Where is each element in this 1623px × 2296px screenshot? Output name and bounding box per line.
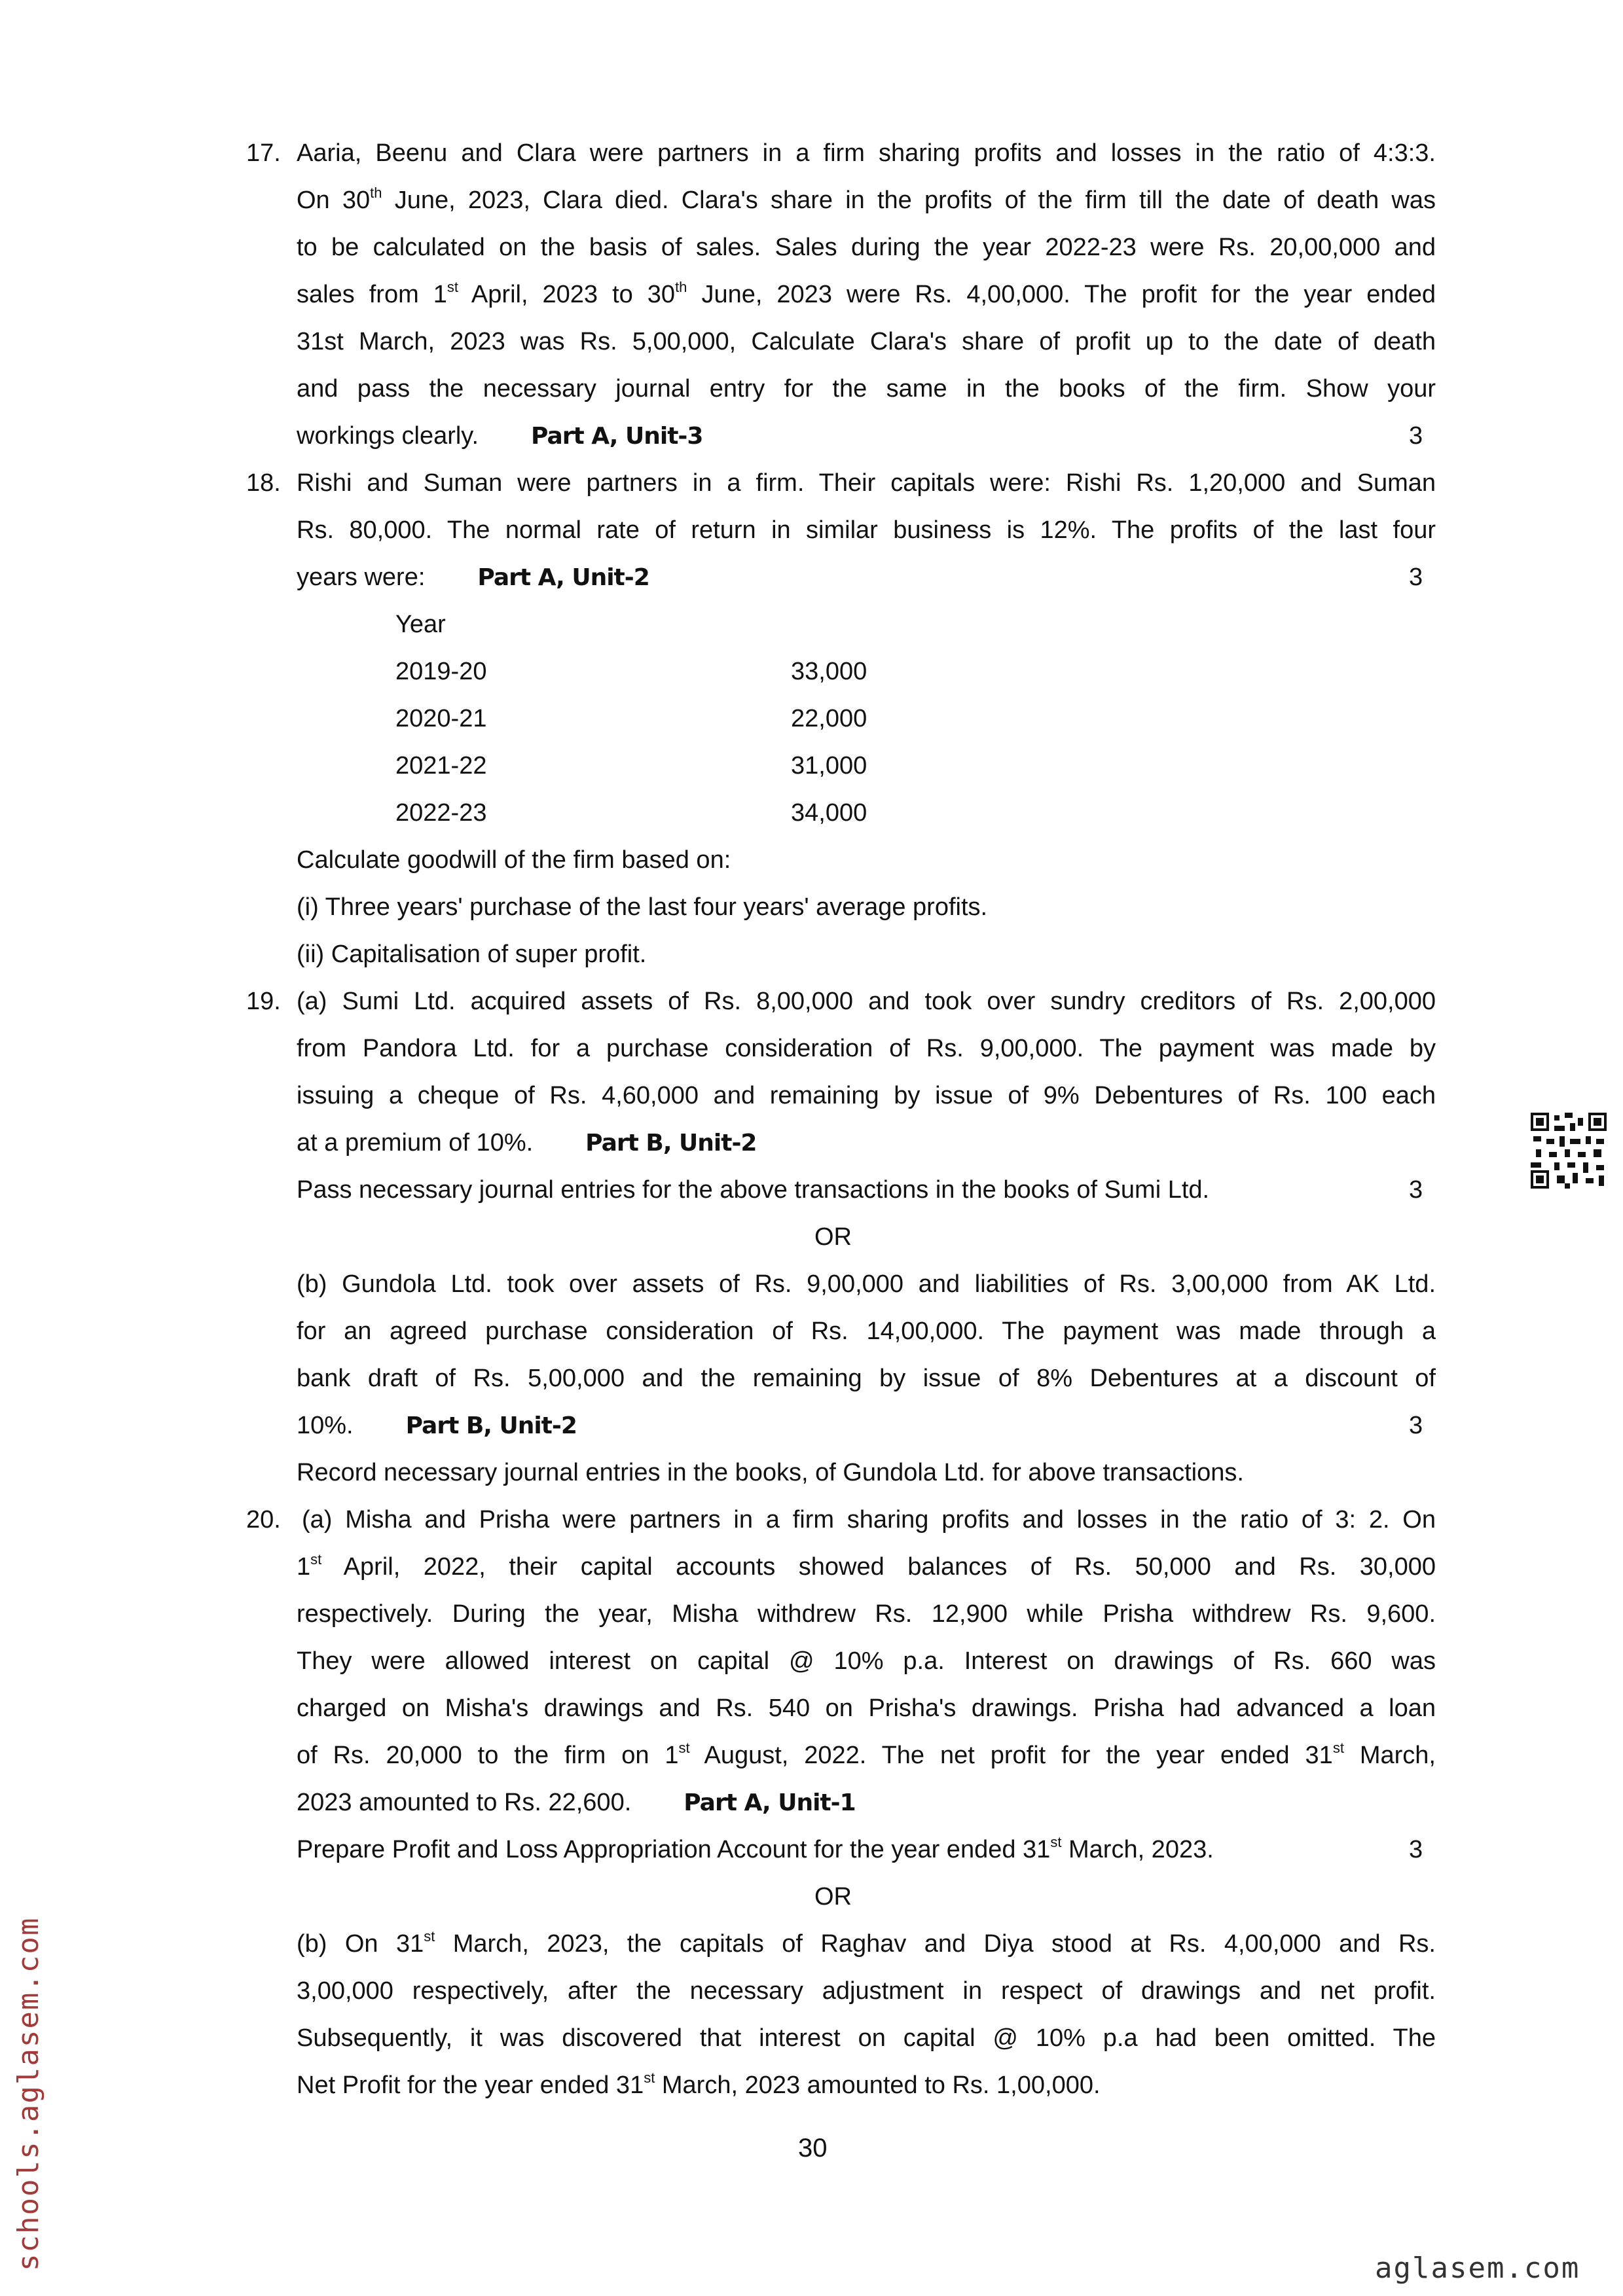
table-year: 2020-21 <box>395 705 487 732</box>
q20a-line-7: 2023 amounted to Rs. 22,600. Part A, Unit-1 <box>297 1789 856 1816</box>
watermark-bottom[interactable]: aglasem.com <box>1375 2251 1580 2285</box>
unit-tag: Part A, Unit-1 <box>684 1789 856 1816</box>
or-separator: OR <box>814 1883 852 1910</box>
table-year: 2022-23 <box>395 799 487 827</box>
q20a-line-2: 1st April, 2022, their capital accounts showed balances of Rs. 50,000 and Rs. 30,000 <box>297 1551 1436 1581</box>
table-profit: 33,000 <box>791 658 867 685</box>
q17-line-1: Aaria, Beenu and Clara were partners in a firm sharing profits and losses in the ratio of 4:3:3. <box>297 139 1436 167</box>
marks: 3 <box>1409 1176 1423 1204</box>
q17-line-6: and pass the necessary journal entry for the same in the books of the firm. Show your <box>297 375 1436 403</box>
q19b-line-3: bank draft of Rs. 5,00,000 and the remaining by issue of 8% Debentures at a discount of <box>297 1365 1436 1392</box>
q20a-line-8: Prepare Profit and Loss Appropriation Account for the year ended 31st March, 2023. <box>297 1834 1214 1863</box>
marks: 3 <box>1409 564 1423 591</box>
q18-line-2: Rs. 80,000. The normal rate of return in similar business is 12%. The profits of the last four <box>297 516 1436 544</box>
question-number: 18. <box>246 469 281 497</box>
q20b-line-3: Subsequently, it was discovered that interest on capital @ 10% p.a had been omitted. The <box>297 2024 1436 2052</box>
q20a-line-1: (a) Misha and Prisha were partners in a firm sharing profits and losses in the ratio of 3: 2. On <box>302 1506 1436 1534</box>
question-number: 19. <box>246 988 281 1015</box>
marks: 3 <box>1409 1836 1423 1863</box>
q18-line-4: Calculate goodwill of the firm based on: <box>297 846 731 874</box>
q17-line-4: sales from 1st April, 2023 to 30th June, 2023 were Rs. 4,00,000. The profit for the year ended <box>297 279 1436 308</box>
q18-line-1: Rishi and Suman were partners in a firm. Their capitals were: Rishi Rs. 1,20,000 and Suman <box>297 469 1436 497</box>
q20a-line-6: of Rs. 20,000 to the firm on 1st August, 2022. The net profit for the year ended 31st March, <box>297 1740 1436 1769</box>
table-profit: 34,000 <box>791 799 867 827</box>
q20a-line-4: They were allowed interest on capital @ 10% p.a. Interest on drawings of Rs. 660 was <box>297 1647 1436 1675</box>
qr-code-icon[interactable] <box>1531 1113 1607 1189</box>
unit-tag: Part B, Unit-2 <box>405 1412 577 1439</box>
q19a-line-2: from Pandora Ltd. for a purchase consideration of Rs. 9,00,000. The payment was made by <box>297 1035 1436 1062</box>
unit-tag: Part A, Unit-2 <box>477 564 649 591</box>
q17-line-3: to be calculated on the basis of sales. Sales during the year 2022-23 were Rs. 20,00,000 and <box>297 234 1436 261</box>
q18-line-3: years were: Part A, Unit-2 <box>297 564 649 591</box>
q19a-line-4: at a premium of 10%. Part B, Unit-2 <box>297 1129 757 1157</box>
watermark-side[interactable]: schools.aglasem.com <box>12 1916 45 2271</box>
q20b-line-1: (b) On 31st March, 2023, the capitals of Raghav and Diya stood at Rs. 4,00,000 and Rs. <box>297 1928 1436 1958</box>
question-number: 17. <box>246 139 281 167</box>
table-profit: 22,000 <box>791 705 867 732</box>
table-year: 2021-22 <box>395 752 487 780</box>
q20b-line-4: Net Profit for the year ended 31st March, 2023 amounted to Rs. 1,00,000. <box>297 2070 1101 2099</box>
or-separator: OR <box>814 1223 852 1251</box>
q19b-line-5: Record necessary journal entries in the books, of Gundola Ltd. for above transactions. <box>297 1459 1244 1486</box>
q20b-line-2: 3,00,000 respectively, after the necessary adjustment in respect of drawings and net profit. <box>297 1977 1436 2005</box>
q20a-line-3: respectively. During the year, Misha withdrew Rs. 12,900 while Prisha withdrew Rs. 9,600. <box>297 1600 1436 1628</box>
q17-line-5: 31st March, 2023 was Rs. 5,00,000, Calculate Clara's share of profit up to the date of death <box>297 328 1436 355</box>
q19a-line-3: issuing a cheque of Rs. 4,60,000 and remaining by issue of 9% Debentures of Rs. 100 each <box>297 1082 1436 1109</box>
q20a-line-5: charged on Misha's drawings and Rs. 540 on Prisha's drawings. Prisha had advanced a loan <box>297 1695 1436 1722</box>
question-number: 20. <box>246 1506 281 1534</box>
unit-tag: Part B, Unit-2 <box>585 1130 757 1157</box>
q17-line-7: workings clearly. Part A, Unit-3 <box>297 422 703 450</box>
q19b-line-2: for an agreed purchase consideration of Rs. 14,00,000. The payment was made through a <box>297 1318 1436 1345</box>
q19a-line-5: Pass necessary journal entries for the above transactions in the books of Sumi Ltd. <box>297 1176 1210 1204</box>
q19b-line-4: 10%. Part B, Unit-2 <box>297 1412 577 1439</box>
q18-line-5: (i) Three years' purchase of the last four years' average profits. <box>297 893 988 921</box>
q19b-line-1: (b) Gundola Ltd. took over assets of Rs. 9,00,000 and liabilities of Rs. 3,00,000 from AK Ltd. <box>297 1270 1436 1298</box>
table-profit: 31,000 <box>791 752 867 780</box>
table-year: 2019-20 <box>395 658 487 685</box>
page-number: 30 <box>798 2134 828 2162</box>
q18-line-6: (ii) Capitalisation of super profit. <box>297 941 647 968</box>
q17-line-2: On 30th June, 2023, Clara died. Clara's share in the profits of the firm till the date of death was <box>297 185 1436 214</box>
marks: 3 <box>1409 1412 1423 1439</box>
q19a-line-1: (a) Sumi Ltd. acquired assets of Rs. 8,00,000 and took over sundry creditors of Rs. 2,00,000 <box>297 988 1436 1015</box>
table-header: Year <box>395 611 446 638</box>
unit-tag: Part A, Unit-3 <box>531 423 703 450</box>
marks: 3 <box>1409 422 1423 450</box>
